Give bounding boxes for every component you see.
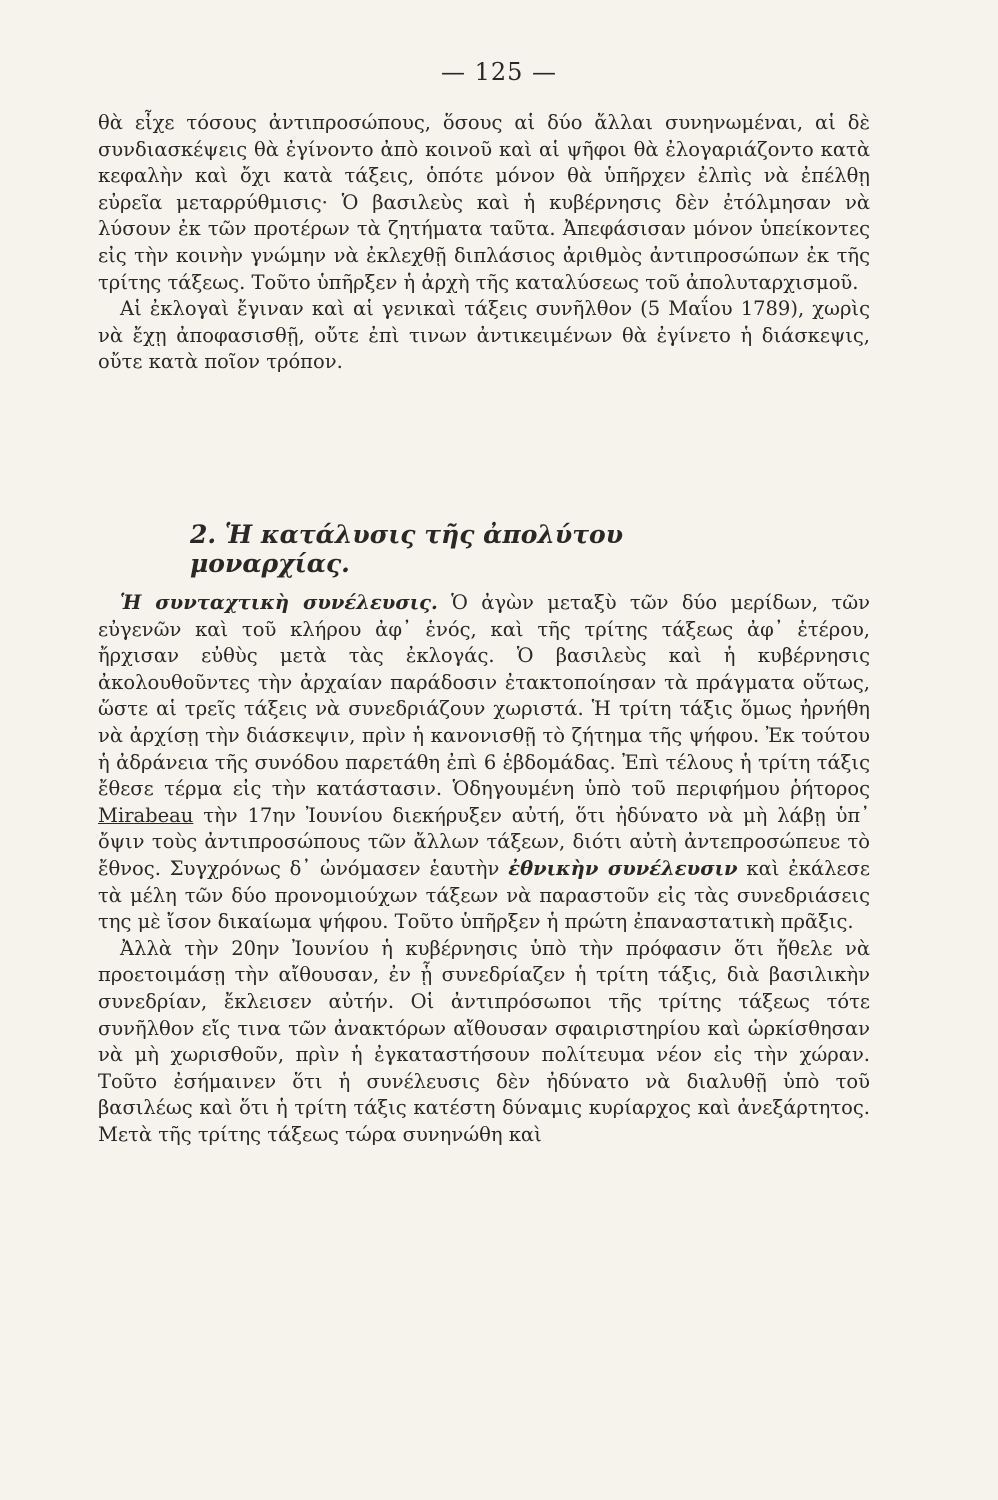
paragraph-4: Ἀλλὰ τὴν 20ην Ἰουνίου ἡ κυβέρνησις ὑπὸ τὴν πρόφασιν ὅτι ἤθελε νὰ προετοιμάσῃ τὴν αἴθουσαν, ἐν ᾗ συνεδρίαζεν ἡ τρίτη τάξις, διὰ βασιλικὴν συνεδρίαν, ἔκλεισεν αὐτήν. Οἱ ἀντιπρόσωποι τῆς τρίτης τάξεως τότε συνῆλθον εἴς τινα τῶν ἀνακτόρων αἴθουσαν σφαιριστηρίου καὶ ὡρκίσθησαν νὰ μὴ χωρισθοῦν, πρὶν ἡ ἐγκαταστήσουν πολίτευμα νέον εἰς τὴν χώραν. Τοῦτο ἐσήμαινεν ὅτι ἡ συνέλευσις δὲν ἠδύνατο νὰ διαλυθῇ ὑπὸ τοῦ βασιλέως καὶ ὅτι ἡ τρίτη τάξις κατέστη δύναμις κυρίαρχος καὶ ἀνεξάρτητος. Μετὰ τῆς τρίτης τάξεως τώρα συνηνώθη καὶ (98, 936, 870, 1146)
paragraph-3-emphasis: ἐθνικὴν συνέλευσιν (508, 856, 738, 880)
paragraph-3-part1: Ὁ ἀγὼν μεταξὺ τῶν δύο μερίδων, τῶν εὐγενῶν καὶ τοῦ κλήρου ἀφ᾿ ἑνός, καὶ τῆς τρίτης τάξεως ἀφ᾿ ἑτέρου, ἤρχισαν εὐθὺς μετὰ τὰς ἐκλογάς. Ὁ βασιλεὺς καὶ ἡ κυβέρνησις ἀκολουθοῦντες τὴν ἀρχαίαν παράδοσιν ἐτακτοποίησαν τὰ πράγματα οὕτως, ὥστε αἱ τρεῖς τάξεις νὰ συνεδριάζουν χωριστά. Ἡ τρίτη τάξις ὅμως ἠρνήθη νὰ ἀρχίσῃ τὴν διάσκεψιν, πρὶν ἡ κανονισθῇ τὸ ζήτημα τῆς ψήφου. Ἐκ τούτου ἡ ἀδράνεια τῆς συνόδου παρετάθη ἐπὶ 6 ἑβδομάδας. Ἐπὶ τέλους ἡ τρίτη τάξις ἔθεσε τέρμα εἰς τὴν κατάστασιν. Ὁδηγουμένη ὑπὸ τοῦ περιφήμου ῥήτορος (98, 591, 870, 801)
page-number: — 125 — (440, 58, 558, 86)
text-block-top (98, 110, 870, 376)
paragraph-3 (98, 590, 870, 936)
paragraph-3-name: Mirabeau (98, 803, 194, 827)
paragraph-3-lead: Ἡ συνταχτικὴ συνέλευσις. (120, 591, 438, 614)
paragraph-3-part3: καὶ ἐκάλεσε τὰ μέλη τῶν δύο προνομιούχων τάξεων νὰ παραστοῦν εἰς τὰς συνεδριάσεις της μὲ ἴσον δικαίωμα ψήφου. Τοῦτο ὑπῆρξεν ἡ πρώτη ἐπαναστατικὴ πρᾶξις. (98, 856, 870, 934)
text-block-bottom (98, 590, 870, 1148)
paragraph-2: Αἱ ἐκλογαὶ ἔγιναν καὶ αἱ γενικαὶ τάξεις συνῆλθον (5 Μαΐου 1789), χωρὶς νὰ ἔχῃ ἀποφασισθῇ, οὔτε ἐπὶ τινων ἀντικειμένων θὰ ἐγίνετο ἡ διάσκεψις, οὔτε κατὰ ποῖον τρόπον. (98, 297, 870, 374)
section-heading: 2. Ἡ κατάλυσις τῆς ἀπολύτου μοναρχίας. (190, 520, 624, 578)
paragraph-3-part2: τὴν 17ην Ἰουνίου διεκήρυξεν αὐτή, ὅτι ἠδύνατο νὰ μὴ λάβῃ ὑπ᾿ ὄψιν τοὺς ἀντιπροσώπους τῶν ἄλλων τάξεων, διότι αὐτὴ ἀντεπροσώπευε τὸ ἔθνος. Συγχρόνως δ᾿ ὠνόμασεν ἑαυτὴν (98, 803, 870, 880)
paragraph-1: θὰ εἶχε τόσους ἀντιπροσώπους, ὅσους αἱ δύο ἄλλαι συνηνωμέναι, αἱ δὲ συνδιασκέψεις θὰ ἐγίνοντο ἀπὸ κοινοῦ καὶ αἱ ψῆφοι θὰ ἐλογαριάζοντο κατὰ κεφαλὴν καὶ ὄχι κατὰ τάξεις, ὁπότε μόνον θὰ ὑπῆρχεν ἐλπὶς νὰ ἐπέλθῃ εὐρεῖα μεταρρύθμισις· Ὁ βασιλεὺς καὶ ἡ κυβέρνησις δὲν ἐτόλμησαν νὰ λύσουν ἐκ τῶν προτέρων τὰ ζητήματα ταῦτα. Ἀπεφάσισαν μόνον ὑπείκοντες εἰς τὴν κοινὴν γνώμην νὰ ἐκλεχθῇ διπλάσιος ἀριθμὸς ἀντιπροσώπων ἐκ τῆς τρίτης τάξεως. Τοῦτο ὑπῆρξεν ἡ ἀρχὴ τῆς καταλύσεως τοῦ ἀπολυταρχισμοῦ. (98, 111, 870, 294)
